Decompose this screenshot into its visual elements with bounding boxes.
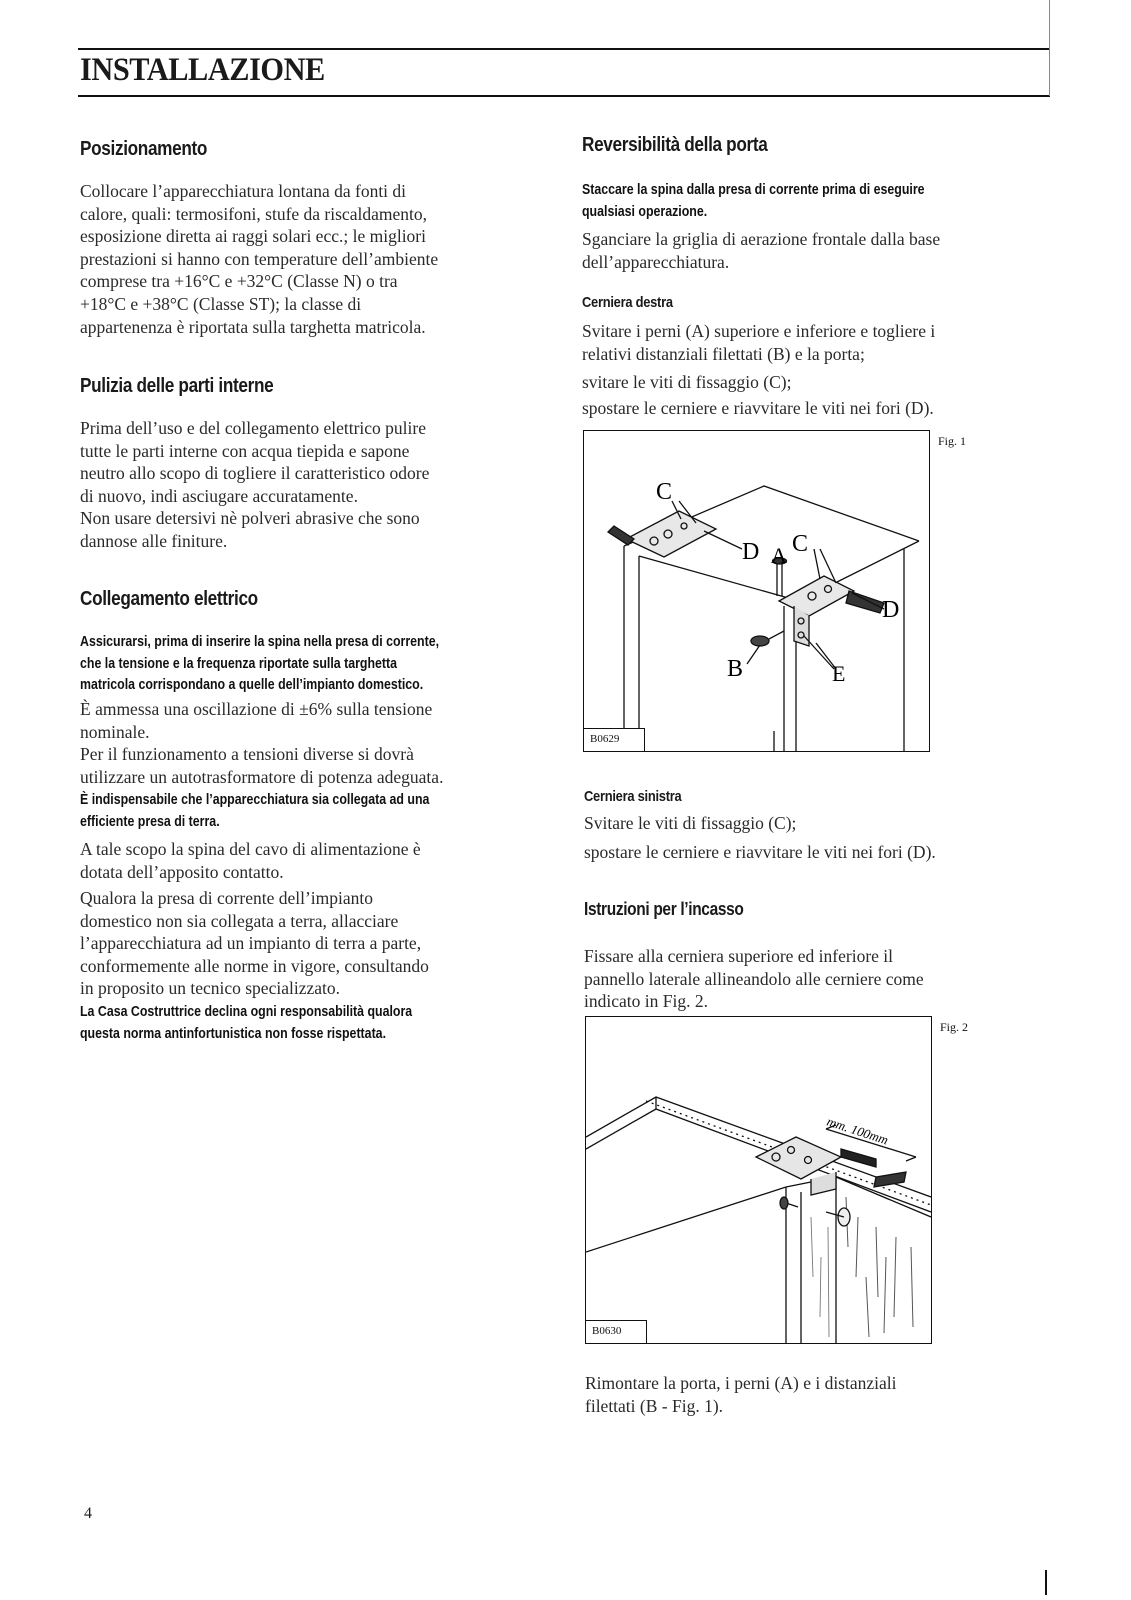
margin-mark <box>1045 1570 1047 1595</box>
paragraph-cerniera-sinistra-viti: Svitare le viti di fissaggio (C); <box>584 813 797 833</box>
page-title: INSTALLAZIONE <box>80 52 325 88</box>
paragraph-cerniera-destra-viti: svitare le viti di fissaggio (C); <box>582 372 792 392</box>
paragraph-cerniera-destra: Svitare i perni (A) superiore e inferiore e togliere i relativi distanziali filettati (B) e la porta; <box>582 321 936 364</box>
fig1-letter-c2: C <box>792 531 809 557</box>
fig2-code-box <box>586 1320 647 1343</box>
fig1-letter-b: B <box>727 656 744 682</box>
fig1-letter-d1: D <box>742 539 760 565</box>
paragraph-impianto-terra: Qualora la presa di corrente dell’impianto domestico non sia collegata a terra, allacciare l’apparecchiatura ad un impianto di terra a parte, conformemente alle norme in vigore, consultando in proposito un tecnico specializzato. <box>80 888 429 999</box>
section-title-incasso: Istruzioni per l’incasso <box>584 899 744 919</box>
paragraph-cerniera-destra-fori: spostare le cerniere e riavvitare le viti nei fori (D). <box>582 398 934 418</box>
fig1-letter-a: A <box>771 543 787 568</box>
section-title-posizionamento: Posizionamento <box>80 138 208 160</box>
fig2-code: B0630 <box>592 1325 622 1337</box>
bold-warning-tensione: Assicurarsi, prima di inserire la spina nella presa di corrente, che la tensione e la frequenza riportate sulla targhetta matricola corrispondano a quelle dell’impianto domestico. <box>80 634 440 693</box>
paragraph-oscillazione: È ammessa una oscillazione di ±6% sulla tensione nominale. Per il funzionamento a tensioni diverse si dovrà utilizzare un autotrasformatore di potenza adeguata. <box>80 699 444 787</box>
figure-1 <box>583 430 930 752</box>
fig1-label: Fig. 1 <box>938 434 967 448</box>
fig1-letter-d2: D <box>882 597 900 623</box>
bold-warning-terra: È indispensabile che l’apparecchiatura sia collegata ad una efficiente presa di terra. <box>80 792 430 830</box>
figure-2 <box>585 1016 932 1344</box>
fig1-letter-c1: C <box>656 479 673 505</box>
paragraph-griglia: Sganciare la griglia di aerazione frontale dalla base dell’apparecchiatura. <box>582 229 941 272</box>
subsection-title-cerniera-destra: Cerniera destra <box>582 294 673 311</box>
fig2-dimension: mm. 100mm <box>825 1113 891 1148</box>
fig1-code-box <box>584 728 645 751</box>
fig2-label: Fig. 2 <box>940 1020 969 1034</box>
section-title-collegamento: Collegamento elettrico <box>80 588 258 610</box>
installation-diagram-fig2 <box>586 1017 931 1343</box>
bold-warning-spina: Staccare la spina dalla presa di corrente prima di eseguire qualsiasi operazione. <box>582 182 925 220</box>
fig1-letter-e: E <box>832 661 846 686</box>
fig1-code: B0629 <box>590 733 620 745</box>
hinge-diagram-fig1 <box>584 431 929 751</box>
section-title-pulizia: Pulizia delle parti interne <box>80 375 274 397</box>
paragraph-incasso: Fissare alla cerniera superiore ed inferiore il pannello laterale allineandolo alle cerniere come indicato in Fig. 2. <box>584 946 924 1012</box>
subsection-title-cerniera-sinistra: Cerniera sinistra <box>584 788 682 805</box>
bold-responsabilita: La Casa Costruttrice declina ogni responsabilità qualora questa norma antinfortunistica non fosse rispettata. <box>80 1004 413 1042</box>
paragraph-contatto: A tale scopo la spina del cavo di alimentazione è dotata dell’apposito contatto. <box>80 839 421 882</box>
paragraph-rimontare: Rimontare la porta, i perni (A) e i distanziali filettati (B - Fig. 1). <box>585 1373 897 1416</box>
right-margin-line <box>1049 0 1050 96</box>
page-number: 4 <box>84 1505 92 1522</box>
paragraph-pulizia: Prima dell’uso e del collegamento elettrico pulire tutte le parti interne con acqua tiepida e sapone neutro allo scopo di togliere il caratteristico odore di nuovo, indi asciugare accuratamente. Non usare detersivi nè polveri abrasive che sono dannose alle finiture. <box>80 418 430 551</box>
header-top-rule <box>78 48 1050 50</box>
header-bottom-rule <box>78 95 1050 97</box>
section-title-reversibilita: Reversibilità della porta <box>582 134 768 156</box>
paragraph-cerniera-sinistra-fori: spostare le cerniere e riavvitare le viti nei fori (D). <box>584 842 936 862</box>
paragraph-posizionamento: Collocare l’apparecchiatura lontana da fonti di calore, quali: termosifoni, stufe da riscaldamento, esposizione diretta ai raggi solari ecc.; le migliori prestazioni si hanno con temperature dell’ambiente comprese tra +16°C e +32°C (Classe N) o tra +18°C e +38°C (Classe ST); la classe di appartenenza è riportata sulla targhetta matricola. <box>80 181 439 337</box>
